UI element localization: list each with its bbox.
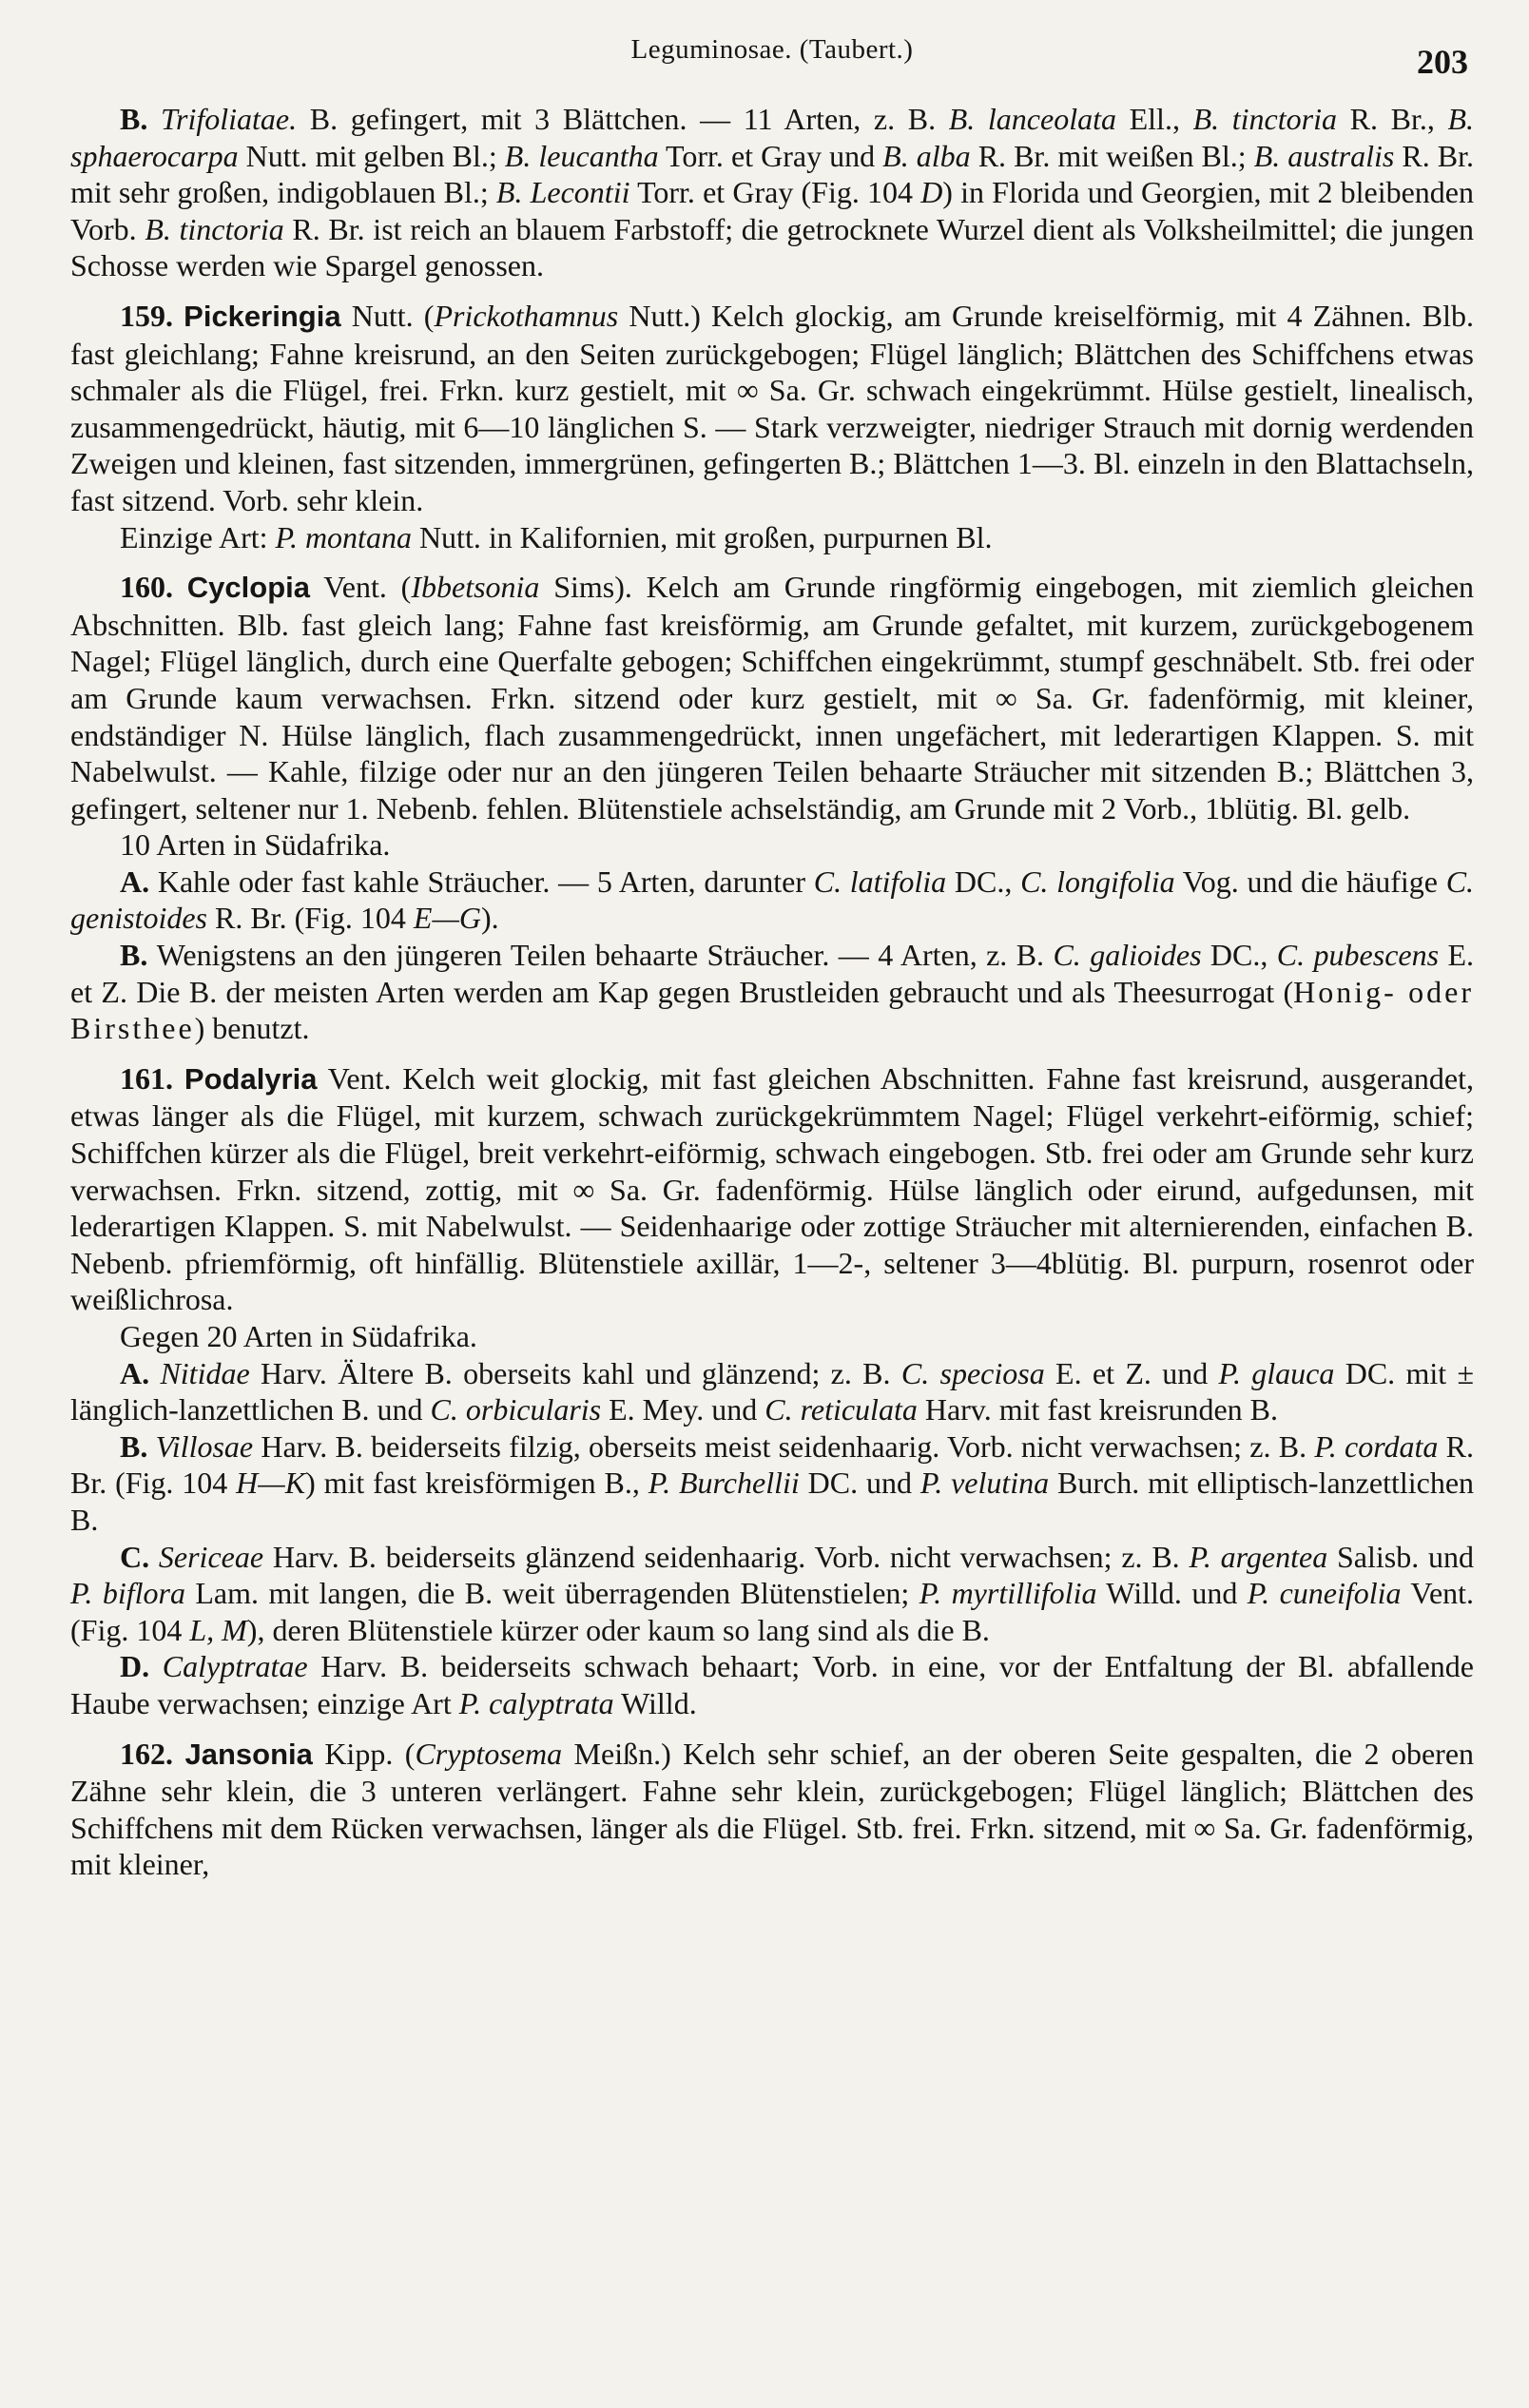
text-run: Sims). Kelch am Grunde ringförmig eingebogen, mit ziemlich gleichen Abschnitten. Blb. fast gleich lang; Fahne fast kreisförmig, am Grunde gefaltet, mit kurzem, zurückgebogenem Nagel; Flügel länglich, durch eine Querfalte gebogen; Schiffchen eingekrümmt, stumpf geschnäbelt. Stb. frei oder am Grunde kaum verwachsen. Frkn. sitzend oder kurz gestielt, mit ∞ Sa. Gr. fadenförmig, mit kleiner, endständiger N. Hülse länglich, flach zusammengedrückt, innen ungefächert, mit lederartigen Klappen. S. mit Nabelwulst. — Kahle, filzige oder nur an den jüngeren Teilen behaarte Sträucher mit sitzenden B.; Blättchen 3, gefingert, seltener nur 1. Nebenb. fehlen. Blütenstiele achselständig, am Grunde mit 2 Vorb., 1blütig. Bl. gelb. [70,570,1475,825]
italic-text: B. leucantha [504,138,659,173]
text-run: DC. und [799,1466,920,1501]
paragraph-cyclopia-b [70,937,1474,1047]
text-run: R. Br. (Fig. 104 [206,901,414,936]
text-run: Salisb. und [1327,1539,1474,1574]
paragraph-cyclopia-count [70,826,1474,864]
text-run: Harv. mit fast kreisrunden B. [917,1392,1278,1427]
text-run: Harv. B. beiderseits glänzend seidenhaarig. Vorb. nicht verwachsen; z. B. [263,1539,1190,1574]
italic-text: B. Lecontii [495,175,630,210]
text-run: B. [120,102,161,136]
text-run: Vent. (Fig. 104 [70,1576,1475,1647]
genus-number: 159. [120,298,184,333]
paragraph-podalyria-count [70,1318,1474,1355]
paragraph-podalyria-b [70,1428,1474,1539]
italic-text: P. cuneifolia [1247,1576,1402,1611]
paragraph-podalyria [70,1060,1474,1318]
text-run: Willd. und [1096,1576,1248,1611]
page-header [70,29,1474,81]
italic-text: P. glauca [1218,1355,1335,1390]
paragraph-podalyria-c [70,1539,1474,1649]
genus-name: Cyclopia [186,571,311,605]
text-run: ). [481,901,499,936]
text-run: 10 Arten in Südafrika. [120,827,391,863]
text-run: Nutt. mit gelben Bl.; [238,138,505,173]
paragraph-pickeringia [70,298,1474,519]
text-run: R. Br. ist reich an blauem Farbstoff; die getrocknete Wurzel dient als Volksheilmittel; die jungen Schosse werden wie Spargel genossen. [70,211,1475,283]
italic-text: P. biflora [70,1576,185,1611]
italic-text: P. Burchellii [648,1466,800,1501]
paragraph-podalyria-d [70,1648,1474,1721]
italic-text: E—G [413,901,482,936]
italic-text: B. sphaerocarpa [70,102,1475,173]
text-run: ) benutzt. [194,1011,310,1046]
italic-text: P. calyptrata [458,1685,614,1720]
paragraph-trifoliatae [70,101,1474,284]
paragraph-pickeringia-art [70,519,1474,556]
italic-text: Calyptratae [162,1649,308,1684]
text-run: C. [120,1539,159,1574]
italic-text: Cryptosema [415,1736,563,1771]
text-run: D. [120,1649,163,1684]
italic-text: C. galioides [1053,938,1202,973]
text-run: Torr. et Gray und [658,138,883,173]
italic-text: C. pubescens [1276,938,1440,973]
text-run: Einzige Art: [120,519,276,554]
text-run: A. [120,864,158,899]
text-run: E. Mey. und [601,1392,765,1427]
text-run: E. et Z. und [1044,1355,1219,1390]
page-number: 203 [1417,43,1468,81]
text-run: B. [120,938,157,973]
paragraph-cyclopia-a [70,864,1474,937]
text-run: Burch. mit elliptisch-lanzettlichen B. [70,1466,1475,1537]
italic-text: D [920,175,943,210]
text-run: Vog. und die häufige [1174,864,1446,899]
text-run: B. [120,1428,156,1464]
text-run: Kahle oder fast kahle Sträucher. — 5 Arten, darunter [157,864,814,899]
text-run: R. Br. (Fig. 104 [70,1428,1475,1501]
italic-text: P. myrtillifolia [919,1576,1097,1611]
text-run: Torr. et Gray (Fig. 104 [629,175,921,210]
italic-text: C. reticulata [764,1392,918,1427]
italic-text: C. longifolia [1020,864,1175,899]
italic-text: C. genistoides [70,864,1475,936]
text-run: Willd. [613,1685,697,1720]
italic-text: B. alba [882,138,971,173]
italic-text: Nitidae [160,1355,250,1390]
genus-name: Jansonia [184,1737,313,1771]
text-run: Nutt. in Kalifornien, mit großen, purpurnen Bl. [411,519,993,554]
text-run: Kipp. ( [312,1736,416,1771]
page-body [70,101,1474,1883]
italic-text: Villosae [155,1428,254,1464]
text-run: Nutt. ( [340,298,435,333]
text-run: Harv. B. beiderseits schwach behaart; Vorb. in eine, vor der Entfaltung der Bl. abfallende Haube verwachsen; einzige Art [70,1649,1475,1720]
italic-text: C. orbicularis [430,1392,602,1427]
text-run: E. et Z. Die B. der meisten Arten werden am Kap gegen Brustleiden gebraucht und als Theesurrogat ( [70,938,1475,1009]
italic-text: Prickothamnus [434,298,619,333]
genus-number: 162. [120,1736,185,1771]
paragraph-jansonia [70,1736,1474,1883]
text-run: R. Br., [1337,102,1448,136]
text-run: Lam. mit langen, die B. weit überragenden Blütenstielen; [184,1576,919,1611]
italic-text: P. velutina [919,1466,1050,1501]
genus-number: 161. [120,1060,184,1096]
text-run: ) in Florida und Georgien, mit 2 bleibenden Vorb. [70,175,1475,246]
genus-name: Pickeringia [184,299,341,333]
text-run: Gegen 20 Arten in Südafrika. [120,1319,477,1353]
italic-text: Ibbetsonia [411,570,540,605]
italic-text: B. tinctoria [1192,102,1337,136]
text-run: DC., [1201,938,1277,973]
text-run: DC. mit ± länglich-lanzettlichen B. und [70,1355,1475,1427]
paragraph-podalyria-a [70,1355,1474,1428]
text-run: R. Br. mit sehr großen, indigoblauen Bl.; [70,138,1474,210]
italic-text: H—K [236,1466,306,1501]
italic-text: P. cordata [1314,1428,1439,1464]
text-run: R. Br. mit weißen Bl.; [970,138,1254,173]
italic-text: C. speciosa [900,1355,1045,1390]
text-run: ) mit fast kreisförmigen B., [305,1466,648,1501]
text-run: Harv. B. beiderseits filzig, oberseits meist seidenhaarig. Vorb. nicht verwachsen; z. B. [253,1428,1315,1464]
text-run: Harv. Ältere B. oberseits kahl und glänzend; z. B. [249,1355,901,1390]
text-run: Ell., [1115,102,1193,136]
text-run: B. gefingert, mit 3 Blättchen. — 11 Arten, z. B. [297,102,949,136]
text-run: Nutt.) Kelch glockig, am Grunde kreiselförmig, mit 4 Zähnen. Blb. fast gleichlang; Fahne kreisrund, an den Seiten zurückgebogen; Flügel länglich; Blättchen des Schiffchens etwas schmaler als die Flügel, frei. Frkn. kurz gestielt, mit ∞ Sa. Gr. schwach eingekrümmt. Hülse gestielt, linealisch, zusammengedrückt, häutig, mit 6—10 länglichen S. — Stark verzweigter, niedriger Strauch mit dornig werdenden Zweigen und kleinen, fast sitzenden, immergrünen, gefingerten B.; Blättchen 1—3. Bl. einzeln in den Blattachseln, fast sitzend. Vorb. sehr klein. [70,298,1474,517]
italic-text: L, M [189,1612,247,1647]
running-head: Leguminosae. (Taubert.) [630,34,914,65]
italic-text: C. latifolia [813,864,947,899]
text-run: Vent. ( [310,570,412,605]
italic-text: B. lanceolata [948,102,1116,136]
text-run: Vent. Kelch weit glockig, mit fast gleichen Abschnitten. Fahne fast kreisrund, ausgerandet, etwas länger als die Flügel, mit kurzem, schwach zurückgekrümmtem Nagel; Flügel verkehrt-eiförmig, schief; Schiffchen kürzer als die Flügel, breit verkehrt-eiförmig, schwach eingebogen. Stb. frei oder am Grunde sehr kurz verwachsen. Frkn. sitzend, zottig, mit ∞ Sa. Gr. fadenförmig. Hülse länglich oder eirund, aufgedunsen, mit lederartigen Klappen. S. mit Nabelwulst. — Seidenhaarige oder zottige Sträucher mit alternierenden, einfachen B. Nebenb. pfriemförmig, oft hinfällig. Blütenstiele axillär, 1—2-, seltener 3—4blütig. Bl. purpurn, rosenrot oder weißlichrosa. [70,1060,1475,1317]
italic-text: P. montana [275,519,412,554]
italic-text: B. australis [1253,138,1395,173]
text-run: Meißn.) Kelch sehr schief, an der oberen Seite gespalten, die 2 oberen Zähne sehr klein, die 3 unteren verlängert. Fahne sehr klein, zurückgebogen; Flügel länglich; Blättchen des Schiffchens mit dem Rücken verwachsen, länger als die Flügel. Stb. frei. Frkn. sitzend, mit ∞ Sa. Gr. fadenförmig, mit kleiner, [70,1736,1475,1882]
text-run: A. [120,1355,161,1390]
italic-text: Sericeae [158,1539,264,1574]
italic-text: Trifoliatae. [160,102,298,136]
paragraph-cyclopia [70,569,1474,826]
italic-text: P. argentea [1189,1539,1328,1574]
text-run: Wenigstens an den jüngeren Teilen behaarte Sträucher. — 4 Arten, z. B. [156,938,1054,973]
italic-text: B. tinctoria [145,211,284,246]
text-run: Honig- oder Birsthee [70,974,1475,1046]
text-run: DC., [946,864,1021,899]
genus-name: Podalyria [184,1061,318,1096]
text-run: ), deren Blütenstiele kürzer oder kaum so lang sind als die B. [246,1612,990,1647]
genus-number: 160. [120,570,187,605]
